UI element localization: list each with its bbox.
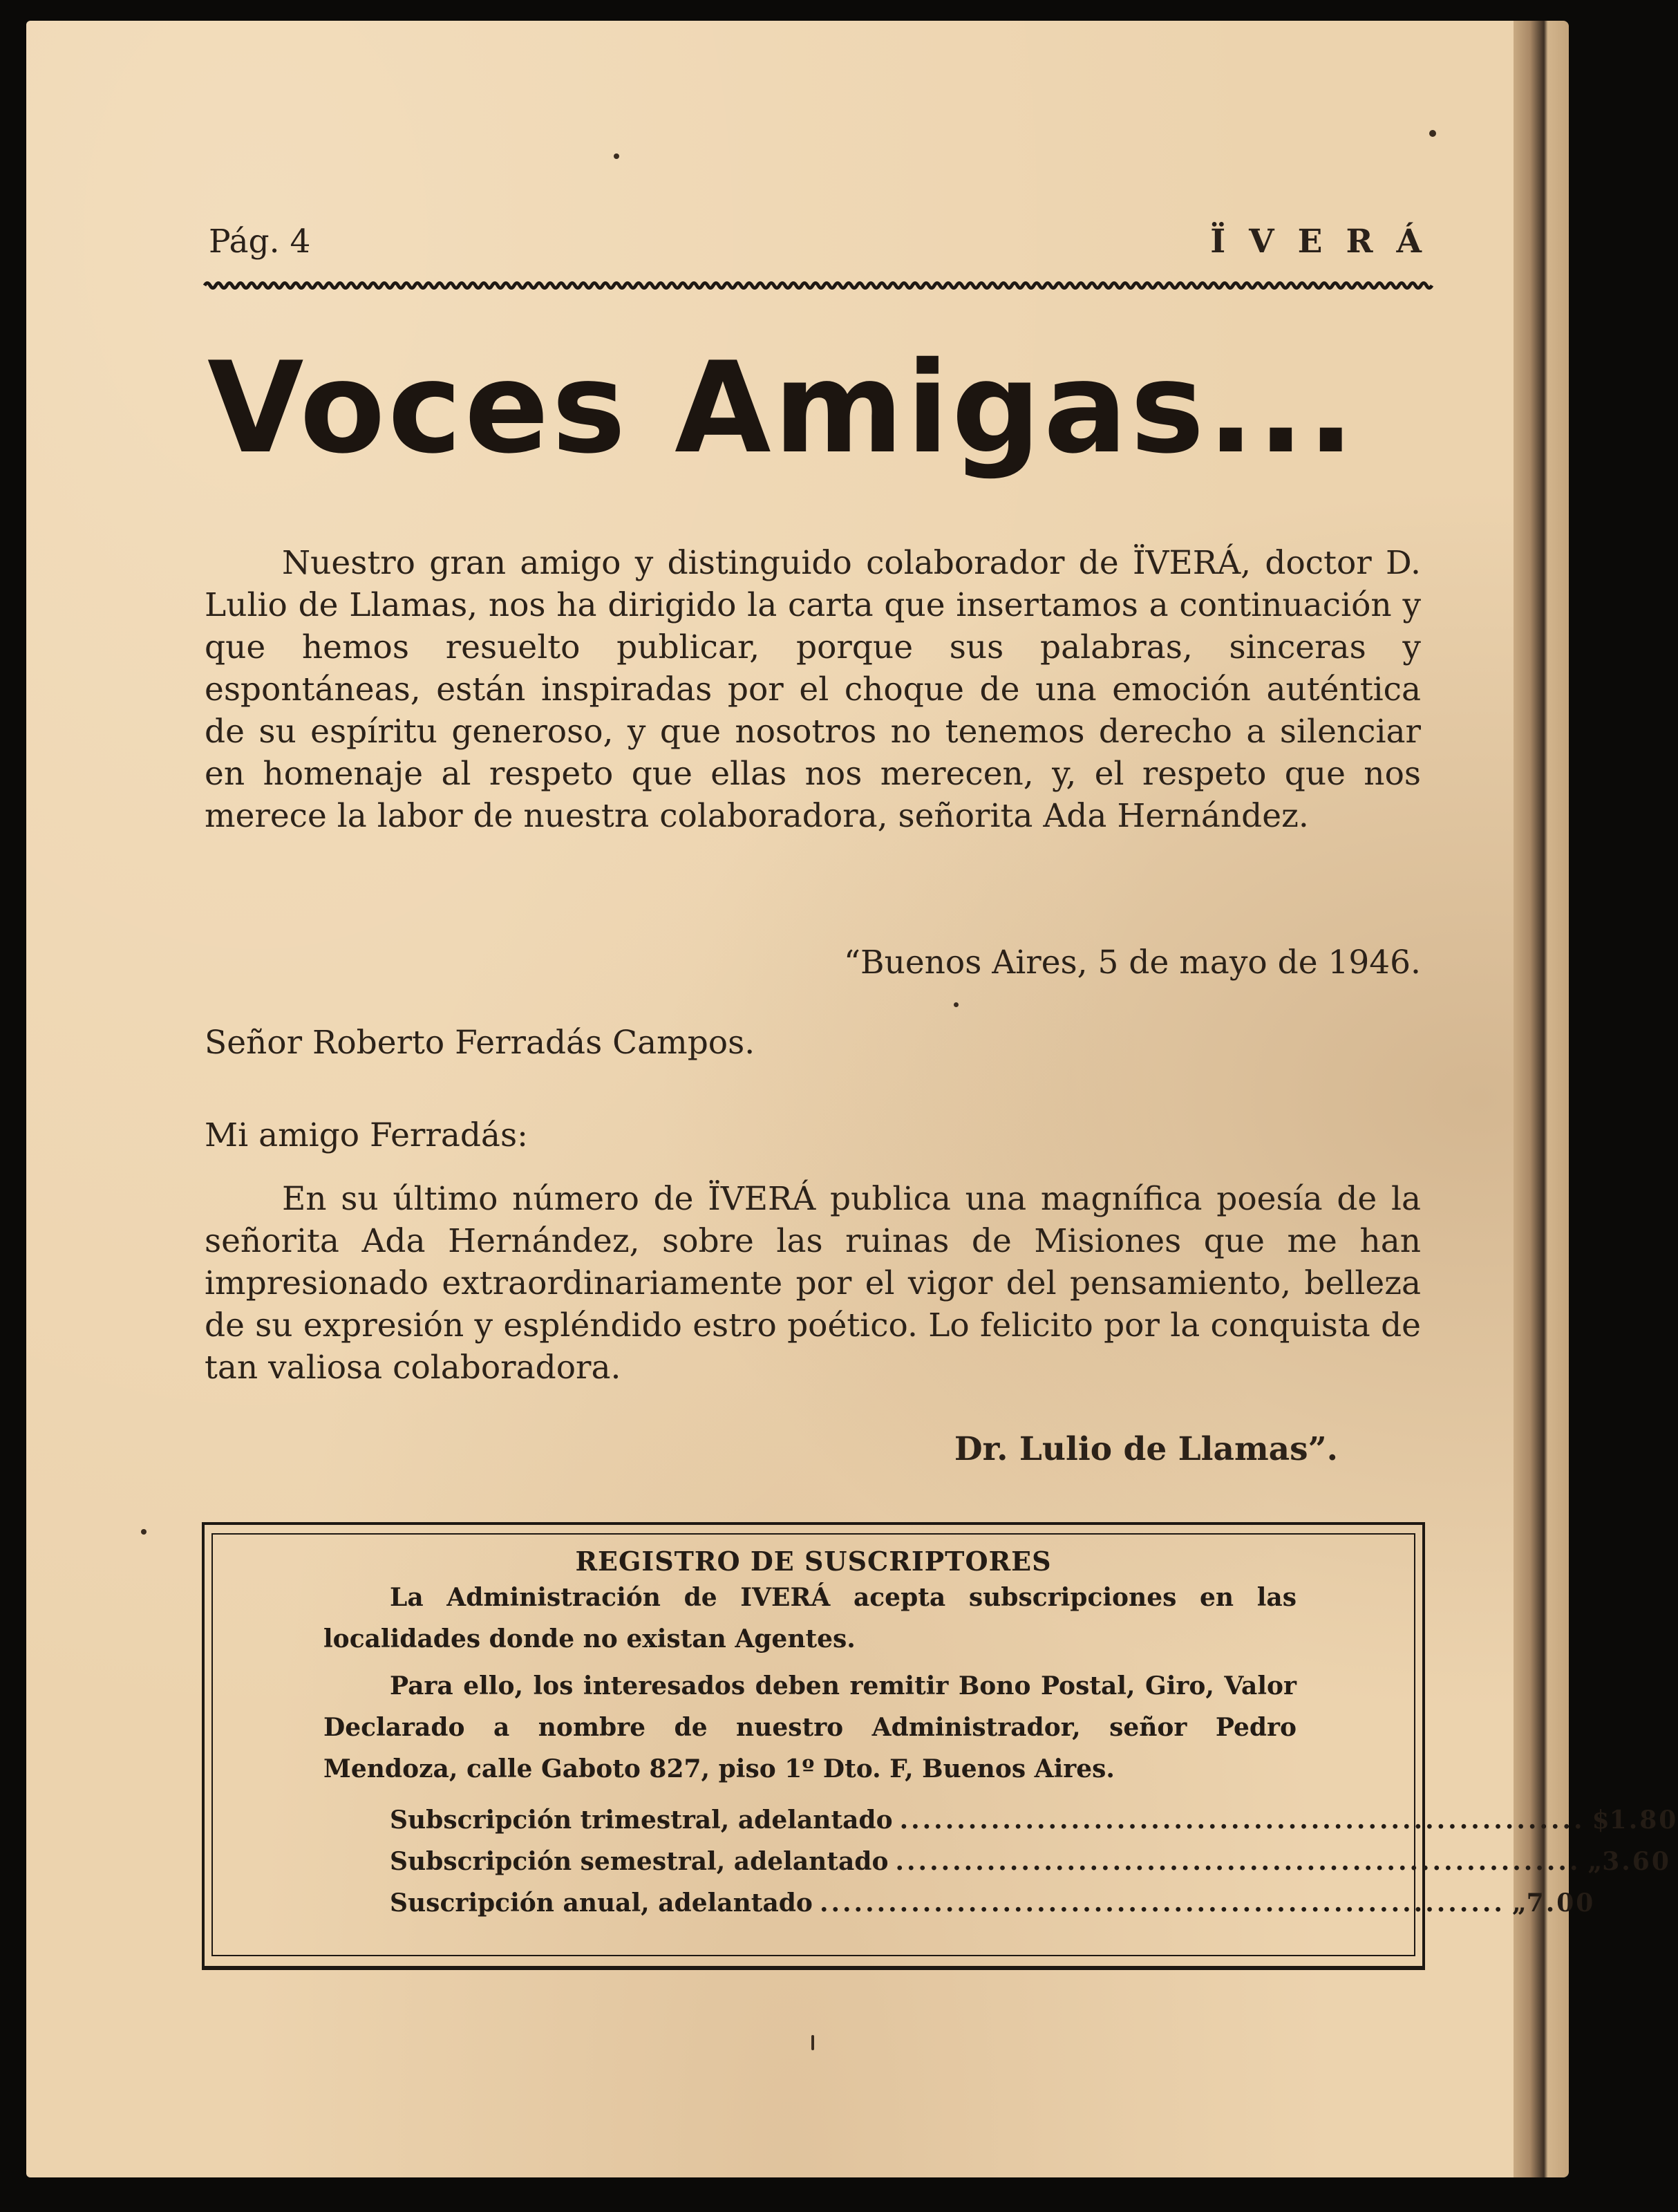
decorative-wavy-rule xyxy=(205,279,1422,292)
fee-label: Subscripción semestral, adelantado xyxy=(390,1847,889,1876)
fee-list xyxy=(390,1799,1678,1924)
fee-currency: $ xyxy=(1592,1806,1610,1835)
fee-row-quarterly xyxy=(390,1799,1678,1841)
fee-currency: „ xyxy=(1511,1888,1527,1918)
fee-row-semiannual xyxy=(390,1841,1671,1882)
fee-row-annual xyxy=(390,1882,1596,1924)
fee-amount: 7.00 xyxy=(1526,1888,1596,1918)
dot-leader: ............................................................ xyxy=(819,1888,1505,1918)
letter-salutation: Mi amigo Ferradás: xyxy=(205,1116,528,1154)
paper-speck xyxy=(141,1529,147,1535)
letter-addressee: Señor Roberto Ferradás Campos. xyxy=(205,1024,755,1062)
fee-currency: „ xyxy=(1587,1847,1603,1876)
registry-title: REGISTRO DE SUSCRIPTORES xyxy=(575,1546,1052,1577)
page-header xyxy=(209,223,1445,264)
dot-leader: ............................................................ xyxy=(899,1806,1585,1835)
letter-signature: Dr. Lulio de Llamas”. xyxy=(954,1430,1338,1468)
paper-speck xyxy=(811,2035,814,2050)
publication-name: ÏVERÁ xyxy=(1210,223,1445,261)
fee-label: Subscripción trimestral, adelantado xyxy=(390,1806,893,1835)
fee-amount: 1.80 xyxy=(1609,1806,1678,1835)
letter-dateline: “Buenos Aires, 5 de mayo de 1946. xyxy=(844,944,1421,982)
fee-amount: 3.60 xyxy=(1602,1847,1671,1876)
registry-paragraph-1: La Administración de IVERÁ acepta subscripciones en las localidades donde no existan Agentes. xyxy=(323,1583,1297,1653)
paper-speck xyxy=(954,1002,959,1007)
fee-label: Suscripción anual, adelantado xyxy=(390,1888,813,1918)
paper-speck xyxy=(614,153,619,159)
paper-speck xyxy=(1429,130,1436,137)
registry-box-inner xyxy=(211,1533,1678,1956)
registry-paragraph-2: Para ello, los interesados deben remitir Bono Postal, Giro, Valor Declarado a nombre de nuestro Administrador, señor Pedro Mendoza, calle Gaboto 827, piso 1º Dto. F, Buenos Aires. xyxy=(323,1671,1297,1783)
dot-leader: ............................................................ xyxy=(895,1847,1581,1876)
intro-paragraph: Nuestro gran amigo y distinguido colaborador de ÏVERÁ, doctor D. Lulio de Llamas, nos ha dirigido la carta que insertamos a continuación y que hemos resuelto publicar, porque sus palabras, sinceras y espontáneas, están inspiradas por el choque de una emoción auténtica de su espíritu generoso, y que nosotros no tenemos derecho a silenciar en homenaje al respeto que ellas nos merecen, y, el respeto que nos merece la labor de nuestra colaboradora, señorita Ada Hernández. xyxy=(205,544,1421,835)
article-title: Voces Amigas... xyxy=(207,335,1357,481)
letter-body: En su último número de ÏVERÁ publica una magnífica poesía de la señorita Ada Hernández, sobre las ruinas de Misiones que me han impresionado extraordinariamente por el vigor del pensamiento, belleza de su expresión y espléndido estro poético. Lo felicito por la conquista de tan valiosa colaboradora. xyxy=(205,1180,1421,1387)
registry-box xyxy=(202,1522,1678,1970)
page-number: Pág. 4 xyxy=(209,223,311,261)
